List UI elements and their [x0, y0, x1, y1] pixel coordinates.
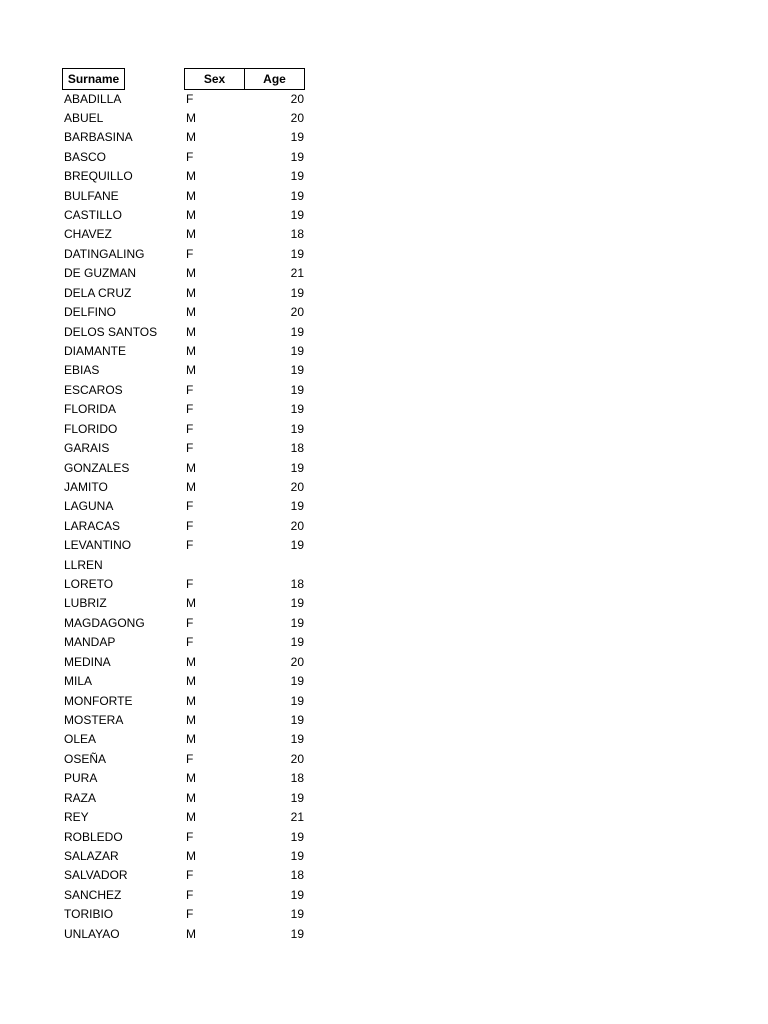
- cell-surname: CASTILLO: [64, 208, 123, 223]
- cell-surname: GARAIS: [64, 441, 110, 456]
- cell-surname: SANCHEZ: [64, 887, 122, 902]
- cell-surname: MANDAP: [64, 635, 116, 650]
- cell-age: 19: [290, 363, 304, 378]
- cell-age: 18: [290, 577, 304, 592]
- table-row: [0, 750, 768, 769]
- cell-age: 19: [290, 907, 304, 922]
- cell-sex: M: [186, 771, 196, 786]
- cell-age: 19: [290, 130, 304, 145]
- table-row: [0, 711, 768, 730]
- cell-age: 20: [290, 518, 304, 533]
- cell-sex: M: [186, 305, 196, 320]
- cell-surname: MEDINA: [64, 654, 111, 669]
- table-row: [0, 245, 768, 264]
- cell-age: 19: [290, 713, 304, 727]
- cell-age: 19: [290, 499, 304, 514]
- cell-surname: GONZALES: [64, 460, 130, 475]
- table-row: [0, 769, 768, 788]
- cell-sex: M: [186, 266, 196, 281]
- table-row: [0, 517, 768, 536]
- table-row: [0, 847, 768, 866]
- cell-sex: F: [186, 518, 194, 533]
- cell-surname: ABUEL: [64, 110, 104, 125]
- cell-age: 19: [290, 790, 304, 805]
- cell-sex: M: [186, 713, 196, 727]
- cell-age: 21: [290, 266, 304, 281]
- cell-surname: FLORIDO: [64, 421, 118, 436]
- cell-surname: MONFORTE: [64, 693, 133, 708]
- table-row: [0, 361, 768, 380]
- table-row: [0, 187, 768, 206]
- cell-surname: UNLAYAO: [64, 926, 120, 941]
- table-row: [0, 323, 768, 342]
- cell-sex: F: [186, 499, 194, 514]
- cell-age: 19: [290, 285, 304, 300]
- cell-age: 18: [290, 771, 304, 786]
- cell-sex: F: [186, 246, 194, 261]
- cell-age: 19: [290, 829, 304, 844]
- cell-age: 20: [290, 305, 304, 320]
- table-row: [0, 225, 768, 244]
- cell-surname: CHAVEZ: [64, 227, 112, 242]
- cell-sex: F: [186, 538, 194, 553]
- table-row: [0, 497, 768, 516]
- cell-sex: M: [186, 479, 196, 494]
- table-row: [0, 925, 768, 944]
- cell-sex: F: [186, 868, 194, 883]
- cell-surname: DELFINO: [64, 305, 117, 320]
- table-row: [0, 128, 768, 147]
- cell-sex: M: [186, 227, 196, 242]
- table-row: [0, 459, 768, 478]
- cell-age: 19: [290, 208, 304, 223]
- cell-surname: FLORIDA: [64, 402, 117, 417]
- cell-age: 18: [290, 868, 304, 883]
- cell-surname: LARACAS: [64, 518, 121, 533]
- cell-surname: BULFANE: [64, 188, 119, 203]
- cell-age: 19: [290, 169, 304, 184]
- cell-surname: BARBASINA: [64, 130, 133, 145]
- cell-age: 18: [290, 441, 304, 456]
- cell-sex: M: [186, 208, 196, 223]
- cell-sex: M: [186, 169, 196, 184]
- table-row: [0, 614, 768, 633]
- cell-age: 20: [290, 479, 304, 494]
- cell-age: 19: [290, 538, 304, 553]
- header-sex: Sex: [184, 68, 245, 90]
- cell-sex: F: [186, 829, 194, 844]
- cell-age: 19: [290, 926, 304, 941]
- cell-sex: F: [186, 402, 194, 417]
- cell-surname: TORIBIO: [64, 907, 114, 922]
- cell-age: 19: [290, 732, 304, 747]
- header-age: Age: [244, 68, 305, 90]
- cell-sex: F: [186, 615, 194, 630]
- table-row: [0, 381, 768, 400]
- table-row: [0, 594, 768, 613]
- cell-sex: M: [186, 596, 196, 611]
- cell-sex: M: [186, 790, 196, 805]
- cell-surname: BASCO: [64, 149, 107, 164]
- cell-sex: F: [186, 149, 194, 164]
- table-row: [0, 653, 768, 672]
- table-row: [0, 905, 768, 924]
- cell-sex: M: [186, 285, 196, 300]
- table-row: [0, 303, 768, 322]
- cell-surname: LUBRIZ: [64, 596, 107, 611]
- table-row: [0, 420, 768, 439]
- cell-sex: M: [186, 732, 196, 747]
- cell-age: 20: [290, 110, 304, 125]
- cell-surname: PURA: [64, 771, 98, 786]
- cell-age: 19: [290, 635, 304, 650]
- cell-sex: F: [186, 887, 194, 902]
- table-row: [0, 206, 768, 225]
- cell-sex: M: [186, 324, 196, 339]
- cell-age: 19: [290, 382, 304, 397]
- cell-surname: SALVADOR: [64, 868, 128, 883]
- table-row: [0, 148, 768, 167]
- cell-surname: OSEÑA: [64, 751, 107, 766]
- cell-surname: ABADILLA: [64, 91, 122, 106]
- cell-sex: M: [186, 343, 196, 358]
- cell-age: 19: [290, 402, 304, 417]
- cell-surname: REY: [64, 810, 89, 825]
- cell-sex: F: [186, 441, 194, 456]
- table-row: [0, 575, 768, 594]
- cell-sex: F: [186, 577, 194, 592]
- cell-surname: DELOS SANTOS: [64, 324, 158, 339]
- cell-age: 19: [290, 693, 304, 708]
- table-row: [0, 672, 768, 691]
- table-row: [0, 866, 768, 885]
- cell-surname: LLREN: [64, 557, 103, 572]
- cell-age: 19: [290, 674, 304, 689]
- cell-sex: F: [186, 751, 194, 766]
- cell-surname: LAGUNA: [64, 499, 114, 514]
- cell-surname: RAZA: [64, 790, 97, 805]
- cell-surname: MOSTERA: [64, 713, 124, 727]
- header-surname: Surname: [62, 68, 125, 90]
- cell-surname: MILA: [64, 674, 93, 689]
- cell-sex: M: [186, 363, 196, 378]
- cell-age: 19: [290, 615, 304, 630]
- table-row: [0, 789, 768, 808]
- cell-surname: BREQUILLO: [64, 169, 133, 184]
- table-row: [0, 400, 768, 419]
- cell-surname: EBIAS: [64, 363, 100, 378]
- cell-surname: OLEA: [64, 732, 97, 747]
- cell-age: 19: [290, 596, 304, 611]
- cell-age: 19: [290, 887, 304, 902]
- table-row: [0, 886, 768, 905]
- cell-sex: M: [186, 810, 196, 825]
- cell-surname: DELA CRUZ: [64, 285, 132, 300]
- cell-sex: M: [186, 188, 196, 203]
- table-row: [0, 828, 768, 847]
- cell-sex: F: [186, 907, 194, 922]
- cell-age: 18: [290, 227, 304, 242]
- cell-sex: M: [186, 654, 196, 669]
- cell-age: 20: [290, 654, 304, 669]
- cell-age: 19: [290, 149, 304, 164]
- table-row: [0, 808, 768, 827]
- cell-surname: DE GUZMAN: [64, 266, 136, 281]
- cell-sex: F: [186, 91, 194, 106]
- cell-sex: M: [186, 693, 196, 708]
- cell-surname: JAMITO: [64, 479, 108, 494]
- cell-age: 19: [290, 188, 304, 203]
- cell-surname: SALAZAR: [64, 848, 119, 863]
- cell-sex: M: [186, 460, 196, 475]
- table-body: [0, 90, 768, 945]
- table-row: [0, 478, 768, 497]
- table-row: [0, 439, 768, 458]
- cell-age: 21: [290, 810, 304, 825]
- cell-sex: F: [186, 421, 194, 436]
- cell-sex: F: [186, 635, 194, 650]
- table-row: [0, 167, 768, 186]
- cell-surname: ESCAROS: [64, 382, 123, 397]
- cell-age: 19: [290, 848, 304, 863]
- table-row: [0, 90, 768, 109]
- table-row: [0, 264, 768, 283]
- cell-sex: M: [186, 110, 196, 125]
- cell-surname: DATINGALING: [64, 246, 145, 261]
- cell-age: 19: [290, 421, 304, 436]
- cell-sex: M: [186, 848, 196, 863]
- cell-sex: M: [186, 926, 196, 941]
- table-row: [0, 342, 768, 361]
- cell-age: 19: [290, 324, 304, 339]
- cell-age: 19: [290, 343, 304, 358]
- cell-age: 19: [290, 460, 304, 475]
- cell-age: 20: [290, 751, 304, 766]
- cell-sex: M: [186, 130, 196, 145]
- cell-surname: LEVANTINO: [64, 538, 132, 553]
- table-row: [0, 109, 768, 128]
- cell-surname: MAGDAGONG: [64, 615, 145, 630]
- table-row: [0, 730, 768, 749]
- table-row: [0, 284, 768, 303]
- table-row: [0, 633, 768, 652]
- table-row: [0, 692, 768, 711]
- table-row: [0, 556, 768, 575]
- cell-surname: ROBLEDO: [64, 829, 123, 844]
- cell-sex: F: [186, 382, 194, 397]
- cell-sex: M: [186, 674, 196, 689]
- cell-surname: DIAMANTE: [64, 343, 127, 358]
- cell-age: 20: [290, 91, 304, 106]
- cell-surname: LORETO: [64, 577, 114, 592]
- table-row: [0, 536, 768, 555]
- cell-age: 19: [290, 246, 304, 261]
